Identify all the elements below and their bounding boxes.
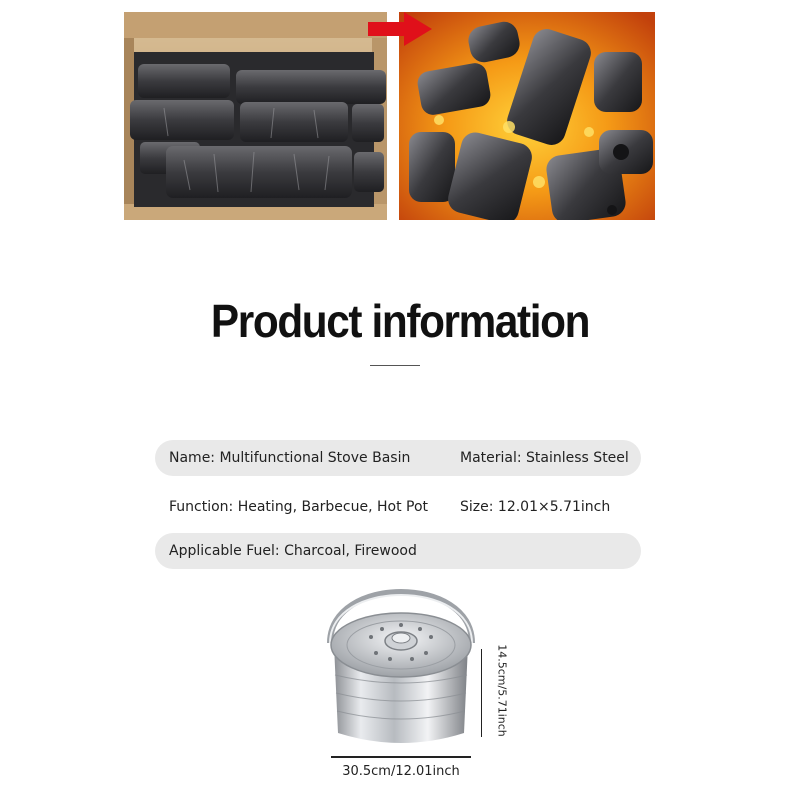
spec-function: Function: Heating, Barbecue, Hot Pot [169, 499, 429, 515]
charcoal-box-photo [124, 12, 387, 220]
arrow-right-icon [368, 12, 432, 46]
spec-material: Material: Stainless Steel [460, 450, 629, 466]
width-dimension-label: 30.5cm/12.01inch [342, 764, 460, 779]
width-dimension-line [331, 756, 471, 758]
stove-basin-image [316, 565, 486, 765]
spec-fuel: Applicable Fuel: Charcoal, Firewood [169, 543, 417, 559]
height-dimension-label: 14.5cm/5.71inch [495, 644, 509, 737]
spec-row [155, 440, 641, 476]
spec-row [155, 533, 641, 569]
height-dimension-line [481, 649, 482, 737]
spec-name: Name: Multifunctional Stove Basin [169, 450, 411, 466]
spec-size: Size: 12.01×5.71inch [460, 499, 611, 515]
page-title: Product information [210, 295, 590, 347]
spec-row [155, 489, 641, 525]
heading-divider [370, 365, 420, 366]
burning-charcoal-photo [399, 12, 655, 220]
